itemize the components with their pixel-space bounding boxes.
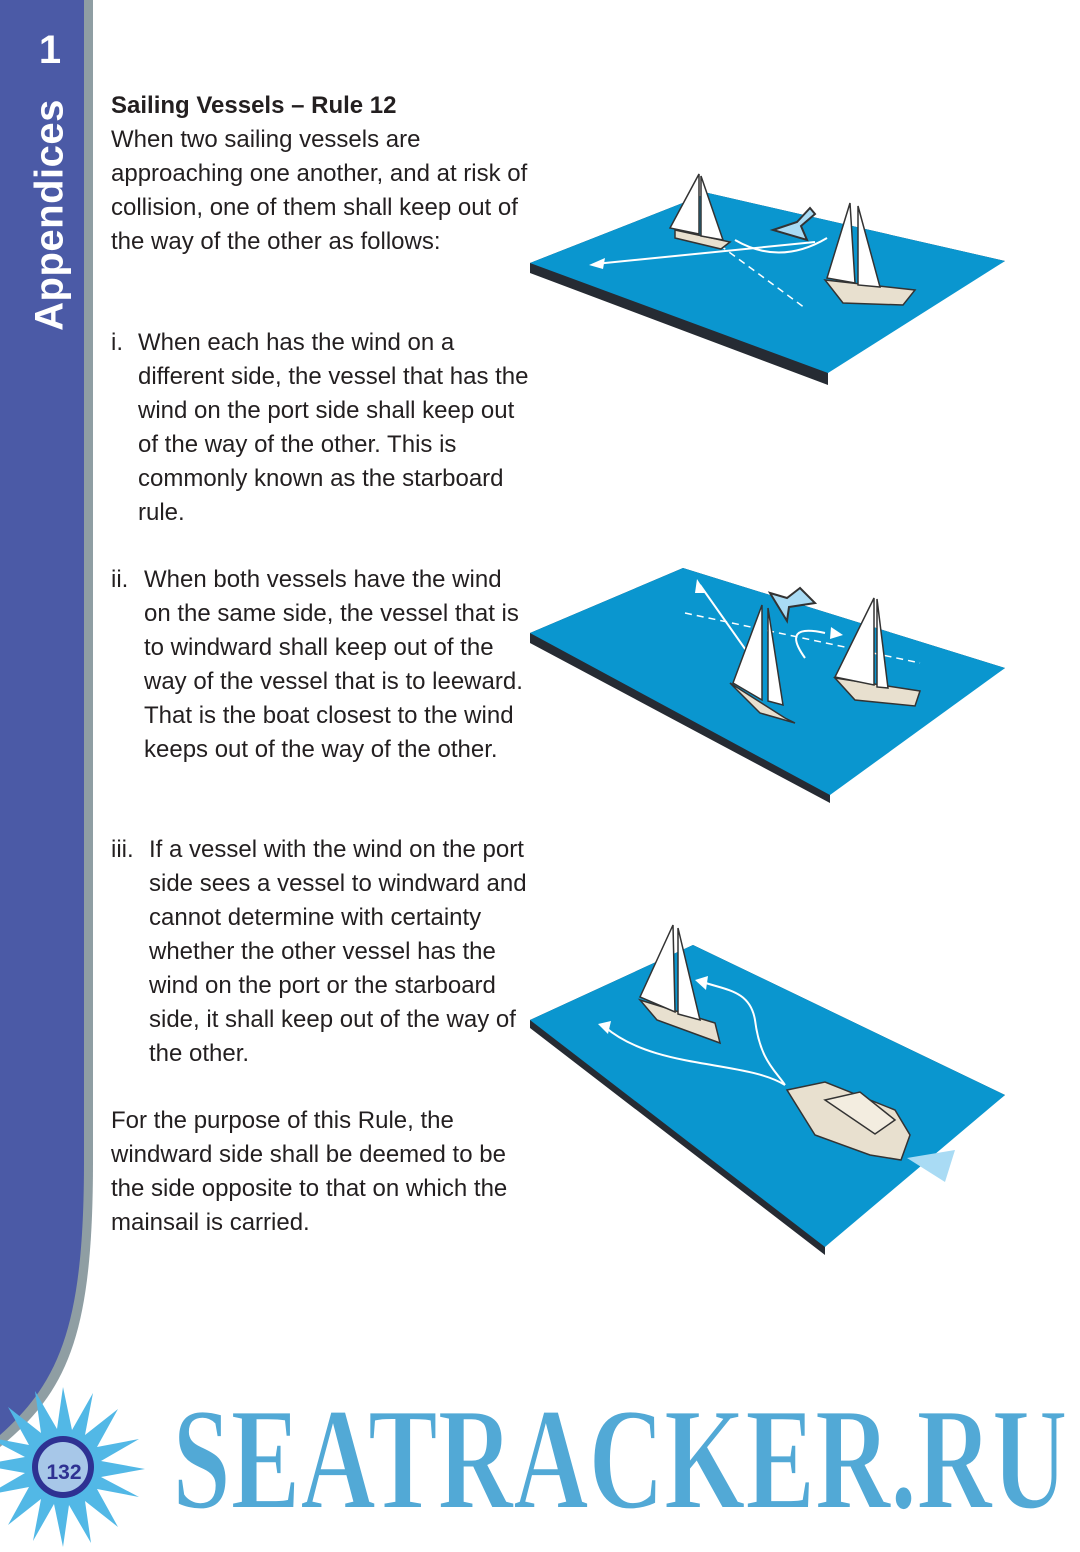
water-surface: [530, 193, 1005, 373]
section-title: Appendices: [27, 99, 72, 331]
water-surface: [530, 945, 1005, 1247]
closing-paragraph: For the purpose of this Rule, the windward side shall be deemed to be the side opposite to that on which the mainsail is carried.: [111, 1107, 508, 1236]
rule-text: When both vessels have the wind on the same side, the vessel that is to windward shall keep out of the way of the vessel that is to leeward. That is the boat closest to the wind keeps out of the way of the other.: [144, 566, 523, 763]
list-marker: i.: [111, 329, 123, 356]
page-heading: Sailing Vessels – Rule 12: [111, 92, 397, 119]
rule-12-ii-illustration: [525, 563, 1010, 803]
watermark-logo: [168, 1390, 1073, 1530]
list-marker: iii.: [111, 836, 134, 863]
rule-12-i-illustration: [525, 168, 1010, 390]
rule-12-iii-illustration: [525, 920, 1010, 1260]
section-number: 1: [38, 28, 62, 72]
sidebar: [0, 0, 120, 1547]
page-number: 132: [46, 1461, 82, 1484]
rule-text: If a vessel with the wind on the port side sees a vessel to windward and cannot determine with certainty whether the other vessel has the wind on the port or the starboard side, it shall keep out of the way of the other.: [149, 836, 527, 1067]
watermark-text: SEATRACKER.RU: [172, 1390, 1068, 1530]
list-marker: ii.: [111, 566, 129, 593]
rule-intro-block: [111, 89, 531, 259]
intro-paragraph: When two sailing vessels are approaching one another, and at risk of collision, one of them shall keep out of the way of the other as follows:: [111, 126, 528, 255]
rule-text: When each has the wind on a different side, the vessel that has the wind on the port side shall keep out of the way of the other. This is commonly known as the starboard rule.: [138, 329, 529, 526]
